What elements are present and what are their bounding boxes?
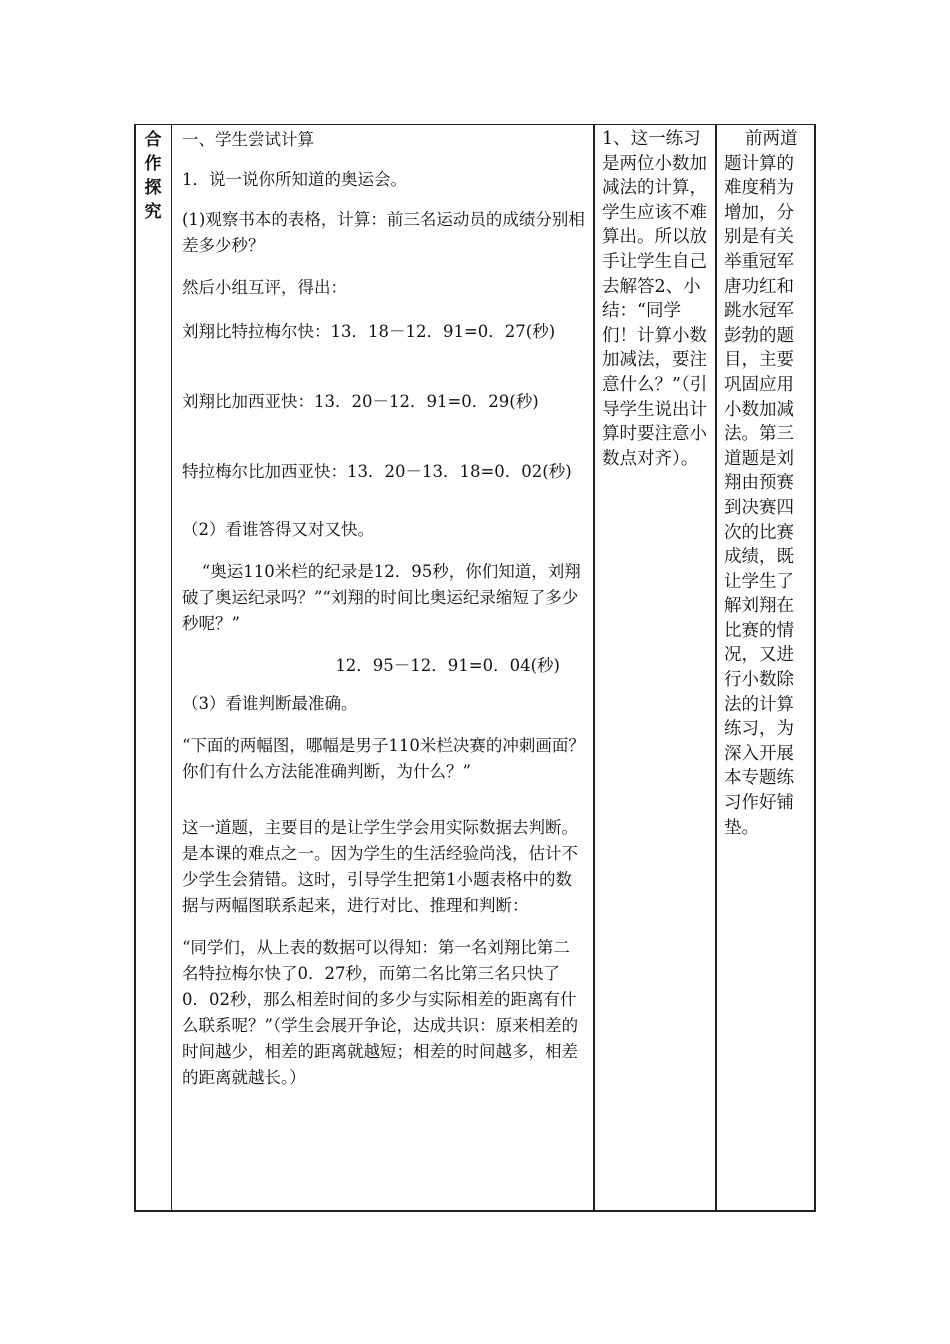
peer-review-text: 然后小组互评，得出： [182, 278, 347, 297]
equation-3: 特拉梅尔比加西亚快：13．20－13．18=0．02(秒) [182, 462, 572, 481]
stage-cell [134, 125, 172, 1210]
stage-char: 作 [144, 154, 162, 174]
process-cell [172, 125, 594, 1210]
item-1: 1．说一说你所知道的奥运会。 [182, 170, 407, 189]
lesson-table [134, 124, 816, 1212]
question-2: “奥运110米栏的纪录是12．95秒，你们知道，刘翔破了奥运纪录吗？”“刘翔的时间比奥运纪录缩短了多少秒呢？” [182, 562, 581, 633]
sub-item-3: （3）看谁判断最准确。 [182, 694, 358, 713]
sub-item-2: （2）看谁答得又对又快。 [182, 520, 374, 539]
equation-4: 12．95－12．91=0．04(秒) [335, 656, 560, 675]
stage-char: 探 [144, 178, 162, 198]
student-activity-text: 1、这一练习是两位小数加减法的计算，学生应该不难算出。所以放手让学生自己去解答2、小结：“同学们！计算小数加减法，要注意什么？”（引导学生说出计算时要注意小数点对齐）。 [602, 129, 708, 469]
equation-2: 刘翔比加西亚快：13．20－12．91=0．29(秒) [182, 392, 539, 411]
stage-char: 合 [144, 130, 162, 150]
student-activity-cell [594, 125, 716, 1210]
equation-1: 刘翔比特拉梅尔快：13．18－12．91=0．27(秒) [182, 322, 556, 341]
question-3: “下面的两幅图，哪幅是男子110米栏决赛的冲刺画面？你们有什么方法能准确判断，为什么？” [182, 736, 585, 781]
section-heading: 一、学生尝试计算 [182, 130, 314, 149]
stage-char: 究 [144, 202, 162, 222]
teacher-dialogue-paragraph: “同学们，从上表的数据可以得知：第一名刘翔比第二名特拉梅尔快了0．27秒，而第二名比第三名只快了0．02秒，那么相差时间的多少与实际相差的距离有什么联系呢？”（学生会展开争论，达成共识：原来相差的时间越少，相差的距离就越短；相差的时间越多，相差的距离就越长。） [182, 938, 579, 1087]
explanation-paragraph: 这一道题，主要目的是让学生学会用实际数据去判断。是本课的难点之一。因为学生的生活经验尚浅，估计不少学生会猜错。这时，引导学生把第1小题表格中的数据与两幅图联系起来，进行对比、推理和判断： [182, 818, 578, 915]
sub-item-1: (1)观察书本的表格，计算：前三名运动员的成绩分别相差多少秒？ [182, 210, 585, 255]
design-intent-cell [716, 125, 816, 1210]
design-intent-text: 前两道题计算的难度稍为增加，分别是有关举重冠军唐功红和跳水冠军彭勃的题目，主要巩固应用小数加减法。第三道题是刘翔由预赛到决赛四次的比赛成绩，既让学生了解刘翔在比赛的情况，又进行小数除法的计算练习，为深入开展本专题练习作好铺垫。 [724, 129, 798, 838]
